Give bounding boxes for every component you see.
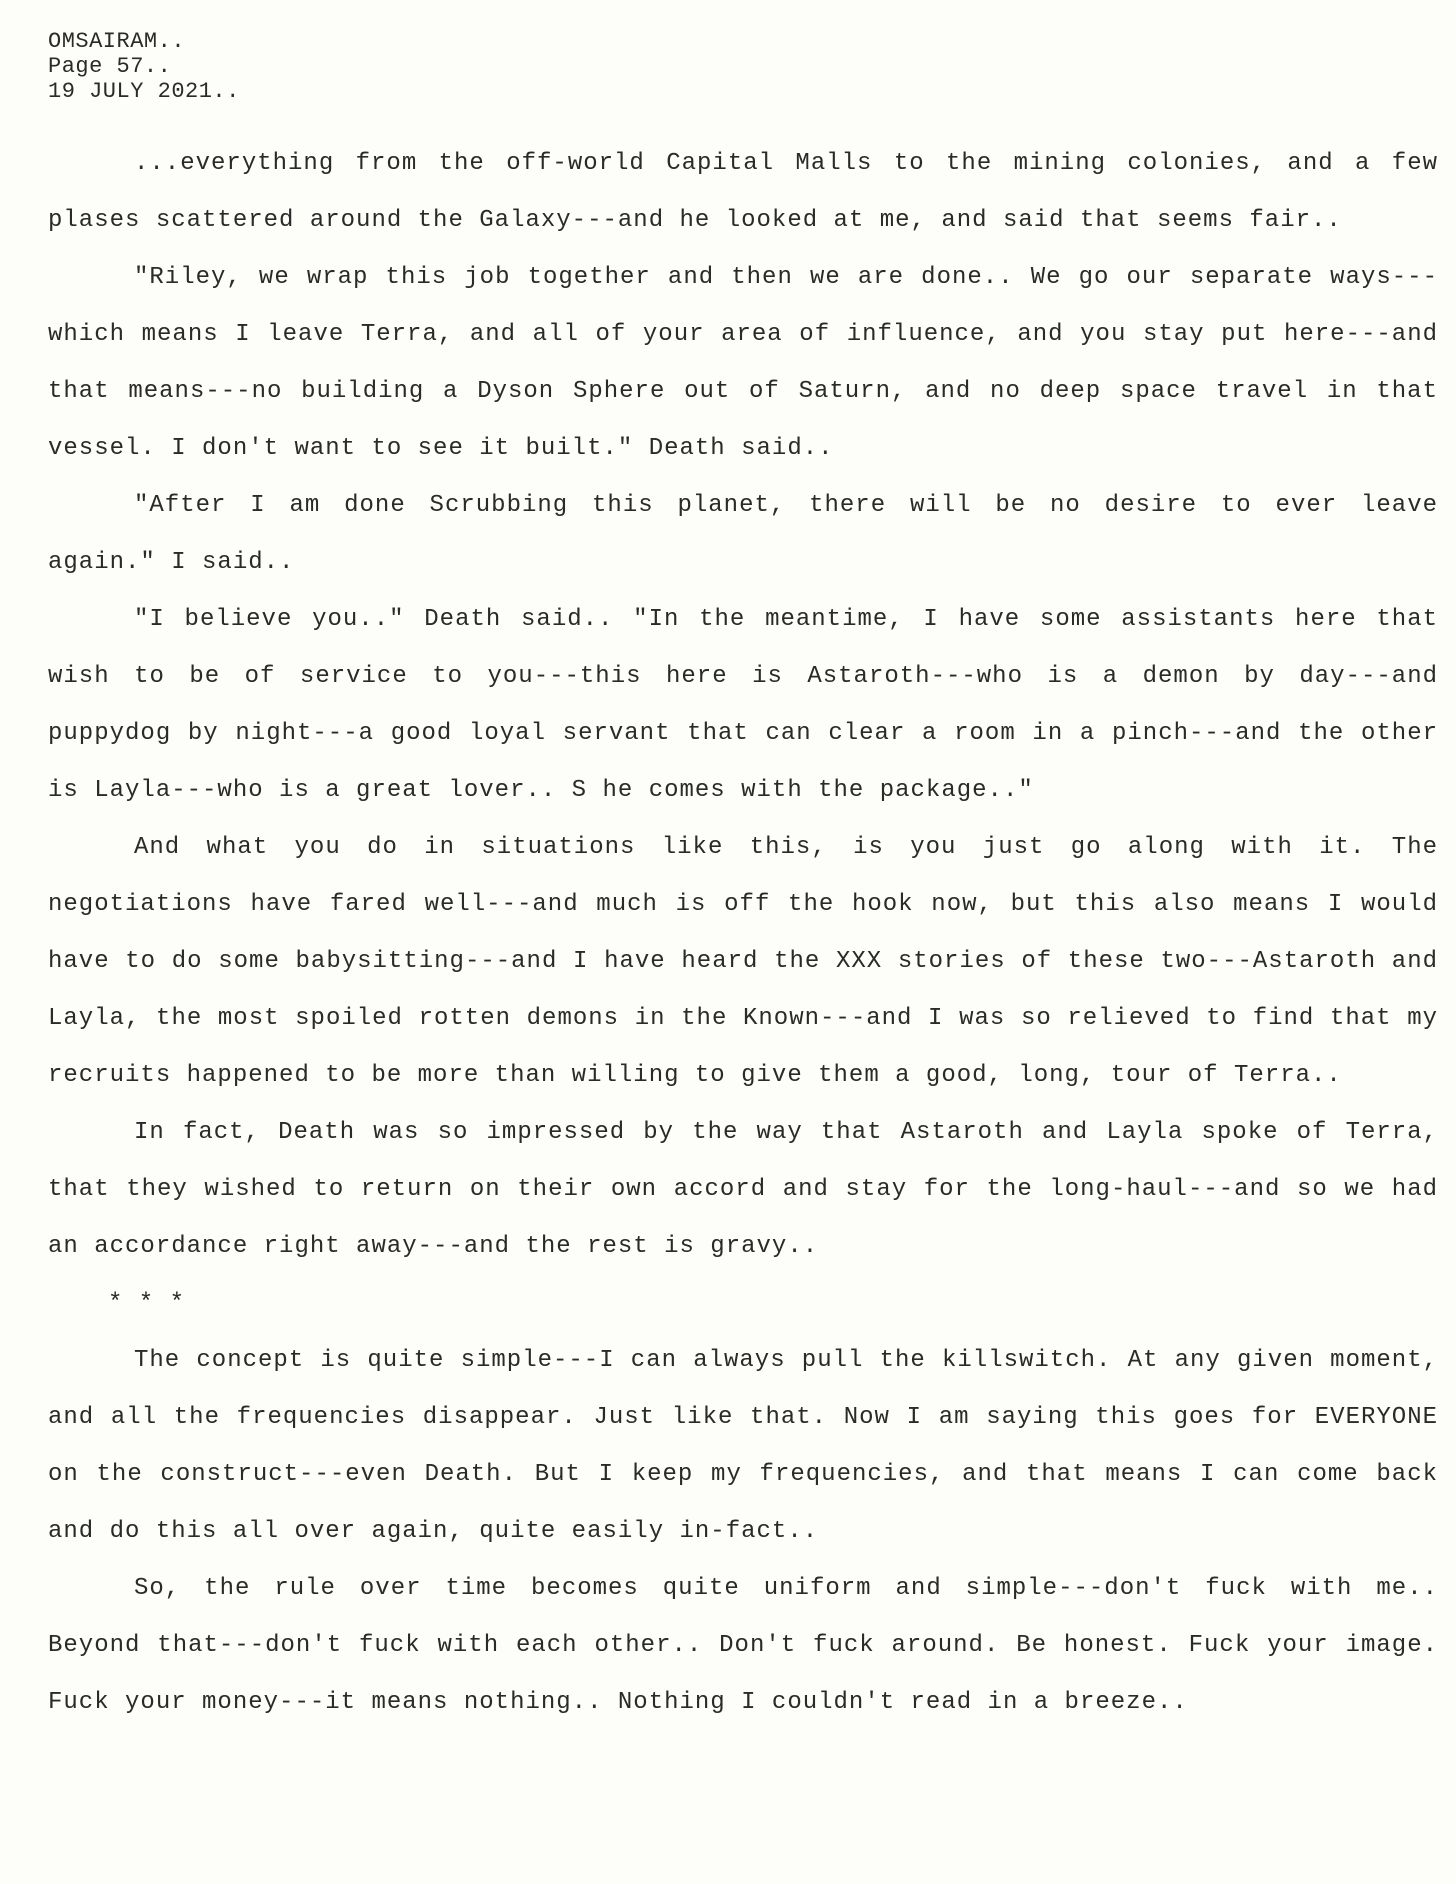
- header-page-number: Page 57..: [48, 54, 172, 79]
- paragraph: ...everything from the off-world Capital Malls to the mining colonies, and a few plases scattered around the Galaxy---and he looked at me, and said that seems fair..: [48, 150, 1438, 234]
- paragraph: "Riley, we wrap this job together and then we are done.. We go our separate ways---which means I leave Terra, and all of your area of influence, and you stay put here---and that means---no building a Dyson Sphere out of Saturn, and no deep space travel in that vessel. I don't want to see it built." Death said..: [48, 264, 1438, 462]
- section-separator: * * *: [108, 1290, 186, 1317]
- paragraph: The concept is quite simple---I can always pull the killswitch. At any given moment, and all the frequencies disappear. Just like that. Now I am saying this goes for EVERYONE on the construct---even Death. But I keep my frequencies, and that means I can come back and do this all over again, quite easily in-fact..: [48, 1347, 1438, 1545]
- header-date: 19 JULY 2021..: [48, 79, 240, 104]
- document-body: [48, 135, 1438, 1731]
- paragraph: So, the rule over time becomes quite uniform and simple---don't fuck with me.. Beyond that---don't fuck with each other.. Don't fuck around. Be honest. Fuck your image. Fuck your money---it means nothing.. Nothing I couldn't read in a breeze..: [48, 1575, 1438, 1716]
- paragraph: And what you do in situations like this, is you just go along with it. The negotiations have fared well---and much is off the hook now, but this also means I would have to do some babysitting---and I have heard the XXX stories of these two---Astaroth and Layla, the most spoiled rotten demons in the Known---and I was so relieved to find that my recruits happened to be more than willing to give them a good, long, tour of Terra..: [48, 834, 1438, 1089]
- paragraph: In fact, Death was so impressed by the way that Astaroth and Layla spoke of Terra, that they wished to return on their own accord and stay for the long-haul---and so we had an accordance right away---and the rest is gravy..: [48, 1119, 1438, 1260]
- paragraph: "I believe you.." Death said.. "In the meantime, I have some assistants here that wish to be of service to you---this here is Astaroth---who is a demon by day---and puppydog by night---a good loyal servant that can clear a room in a pinch---and the other is Layla---who is a great lover.. S he comes with the package..": [48, 606, 1438, 804]
- page-header: [48, 29, 1456, 104]
- paragraph: "After I am done Scrubbing this planet, there will be no desire to ever leave again." I said..: [48, 492, 1438, 576]
- header-title: OMSAIRAM..: [48, 29, 186, 54]
